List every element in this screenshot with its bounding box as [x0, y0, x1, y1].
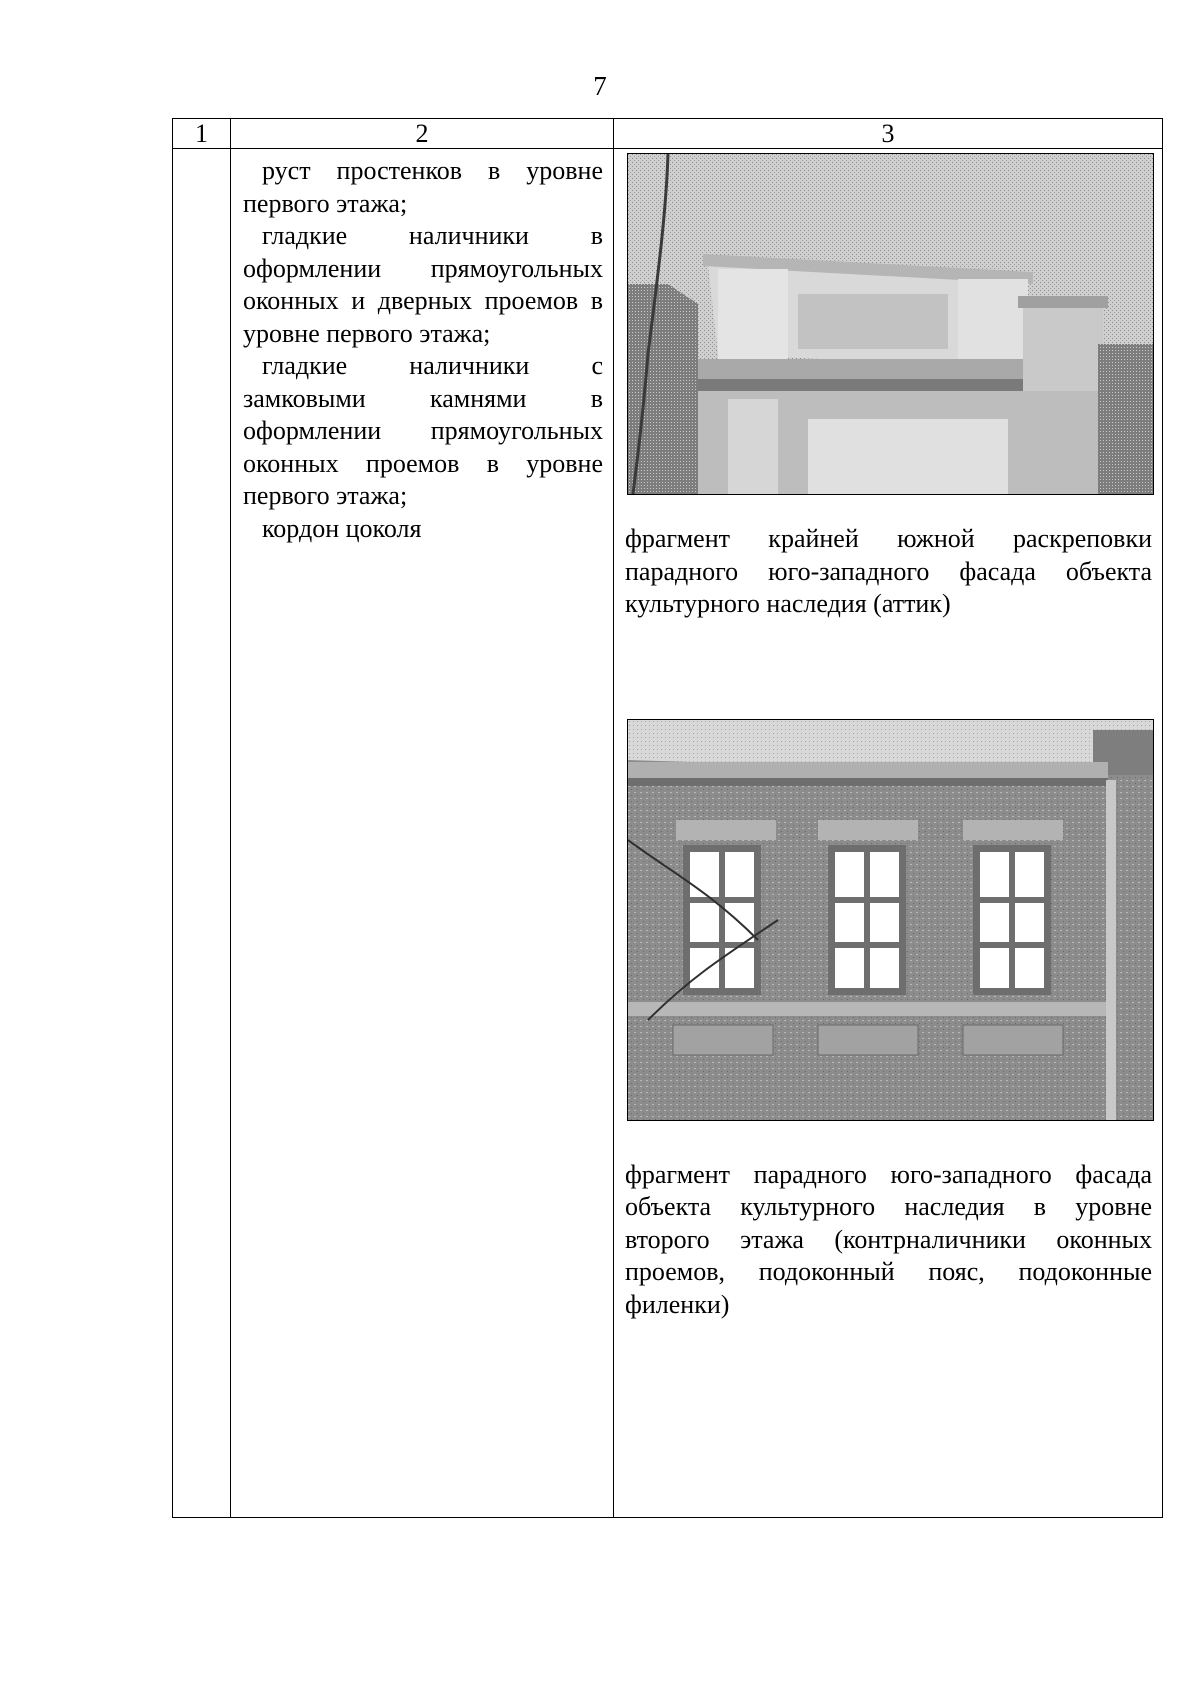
column-header-3: 3 — [614, 119, 1163, 149]
photos-cell — [614, 149, 1163, 1518]
monument-elements-table — [172, 118, 1163, 1518]
row-number-cell — [173, 149, 231, 1518]
elements-list-cell — [231, 149, 614, 1518]
column-header-1: 1 — [173, 119, 231, 149]
list-item: гладкие наличники в оформлении прямоугольных оконных и дверных проемов в уровне первого этажа; — [243, 221, 603, 348]
column-header-2: 2 — [231, 119, 614, 149]
table-row — [173, 149, 1163, 1518]
attic-photo — [627, 153, 1154, 495]
list-item: гладкие наличники с замковыми камнями в оформлении прямоугольных оконных проемов в уровне первого этажа; — [243, 351, 603, 510]
list-item: руст простенков в уровне первого этажа; — [243, 156, 603, 218]
attic-photo-caption: фрагмент крайней южной раскреповки парадного юго-западного фасада объекта культурного наследия (аттик) — [625, 524, 1152, 618]
table-header-row — [173, 119, 1163, 149]
second-floor-photo-caption: фрагмент парадного юго-западного фасада объекта культурного наследия в уровне второго этажа (контрналичники оконных проемов, подоконный пояс, подоконные филенки) — [625, 1159, 1152, 1319]
second-floor-photo — [627, 719, 1154, 1121]
list-item: кордон цоколя — [262, 513, 422, 543]
page-number: 7 — [593, 71, 607, 101]
